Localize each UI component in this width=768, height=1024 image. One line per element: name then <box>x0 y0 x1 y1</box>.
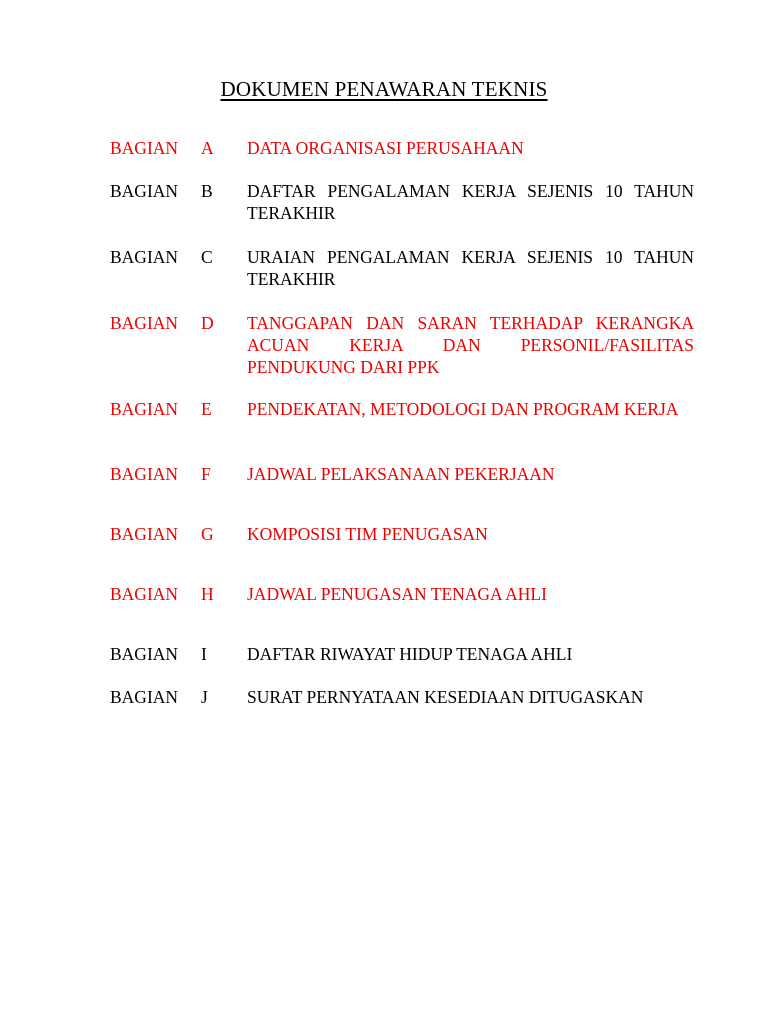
document-title: DOKUMEN PENAWARAN TEKNIS <box>220 77 548 101</box>
section-description: PENDEKATAN, METODOLOGI DAN PROGRAM KERJA <box>247 399 679 419</box>
section-label: BAGIAN <box>110 138 179 158</box>
section-description: JADWAL PENUGASAN TENAGA AHLI <box>247 584 547 604</box>
section-description: URAIAN PENGALAMAN KERJA SEJENIS 10 TAHUN TERAKHIR <box>247 247 694 289</box>
section-label: BAGIAN <box>110 399 179 419</box>
section-letter: H <box>201 584 214 604</box>
section-label: BAGIAN <box>110 644 179 664</box>
section-label: BAGIAN <box>110 181 179 201</box>
section-label: BAGIAN <box>110 687 179 707</box>
section-letter: G <box>201 524 214 544</box>
section-letter: B <box>201 181 213 201</box>
section-label: BAGIAN <box>110 524 179 544</box>
section-label: BAGIAN <box>110 584 179 604</box>
section-letter: C <box>201 247 213 267</box>
section-letter: D <box>201 313 214 333</box>
section-description: DATA ORGANISASI PERUSAHAAN <box>247 138 524 158</box>
section-label: BAGIAN <box>110 247 179 267</box>
section-label: BAGIAN <box>110 313 179 333</box>
section-letter: A <box>201 138 214 158</box>
section-letter: J <box>201 687 208 707</box>
section-description: DAFTAR PENGALAMAN KERJA SEJENIS 10 TAHUN TERAKHIR <box>247 181 694 223</box>
section-letter: E <box>201 399 212 419</box>
section-description: JADWAL PELAKSANAAN PEKERJAAN <box>247 464 555 484</box>
section-description: TANGGAPAN DAN SARAN TERHADAP KERANGKA ACUAN KERJA DAN PERSONIL/FASILITAS PENDUKUNG DARI PPK <box>247 313 694 377</box>
section-letter: F <box>201 464 211 484</box>
section-letter: I <box>201 644 207 664</box>
section-label: BAGIAN <box>110 464 179 484</box>
section-description: DAFTAR RIWAYAT HIDUP TENAGA AHLI <box>247 644 573 664</box>
section-description: SURAT PERNYATAAN KESEDIAAN DITUGASKAN <box>247 687 644 707</box>
section-description: KOMPOSISI TIM PENUGASAN <box>247 524 488 544</box>
